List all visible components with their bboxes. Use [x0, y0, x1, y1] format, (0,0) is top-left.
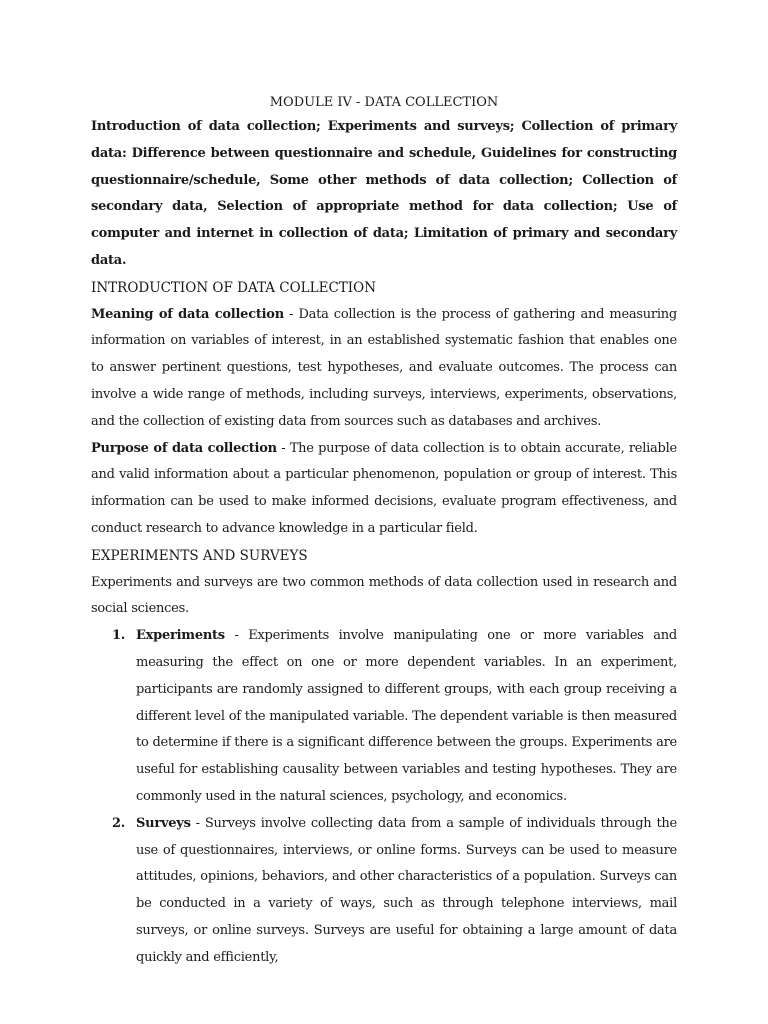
syllabus-paragraph: Introduction of data collection; Experiments and surveys; Collection of primary data: Difference between questionnaire and schedule, Guidelines for constructing questionnaire/schedule, Some other methods of data collection; Collection of secondary data, Selection of appropriate method for data collection; Use of computer and internet in collection of data; Limitation of primary and secondary data. [91, 119, 677, 268]
meaning-text: - Data collection is the process of gathering and measuring information on variables of interest, in an established systematic fashion that enables one to answer pertinent questions, test hypotheses, and evaluate outcomes. The process can involve a wide range of methods, including surveys, interviews, experiments, observations, and the collection of existing data from sources such as databases and archives. [91, 306, 678, 429]
experiments-term: Experiments [136, 628, 225, 644]
purpose-text: - The purpose of data collection is to obtain accurate, reliable and valid information about a particular phenomenon, population or group of interest. This information can be used to make informed decisions, evaluate program effectiveness, and conduct research to advance knowledge in a particular field. [91, 440, 677, 536]
module-title: MODULE IV - DATA COLLECTION [269, 95, 499, 110]
list-item-experiments [91, 623, 677, 811]
heading-experiments-surveys: EXPERIMENTS AND SURVEYS [91, 547, 308, 564]
experiments-text: - Experiments involve manipulating one or more variables and measuring the effect on one or more dependent variables. In an experiment, participants are randomly assigned to different groups, with each group receiving a different level of the manipulated variable. The dependent variable is then measured to determine if there is a significant difference between the groups. Experiments are useful for establishing causality between variables and testing hypotheses. They are commonly used in the natural sciences, psychology, and economics. [136, 628, 677, 804]
list-marker: 1. [112, 628, 126, 644]
heading-introduction: INTRODUCTION OF DATA COLLECTION [91, 279, 377, 296]
experiments-surveys-intro: Experiments and surveys are two common methods of data collection used in research and social sciences. [91, 574, 677, 617]
list-marker: 2. [112, 815, 126, 831]
purpose-term: Purpose of data collection [91, 440, 277, 456]
list-item-surveys [91, 811, 677, 972]
meaning-paragraph [91, 302, 677, 436]
meaning-term: Meaning of data collection [91, 306, 284, 322]
methods-list [91, 623, 677, 971]
purpose-paragraph [91, 436, 677, 543]
surveys-term: Surveys [136, 815, 191, 831]
surveys-text: - Surveys involve collecting data from a sample of individuals through the use of questionnaires, interviews, or online forms. Surveys can be used to measure attitudes, opinions, behaviors, and other characteristics of a population. Surveys can be conducted in a variety of ways, such as through telephone interviews, mail surveys, or online surveys. Surveys are useful for obtaining a large amount of data quickly and efficiently, [136, 815, 677, 965]
document-page [91, 92, 677, 972]
